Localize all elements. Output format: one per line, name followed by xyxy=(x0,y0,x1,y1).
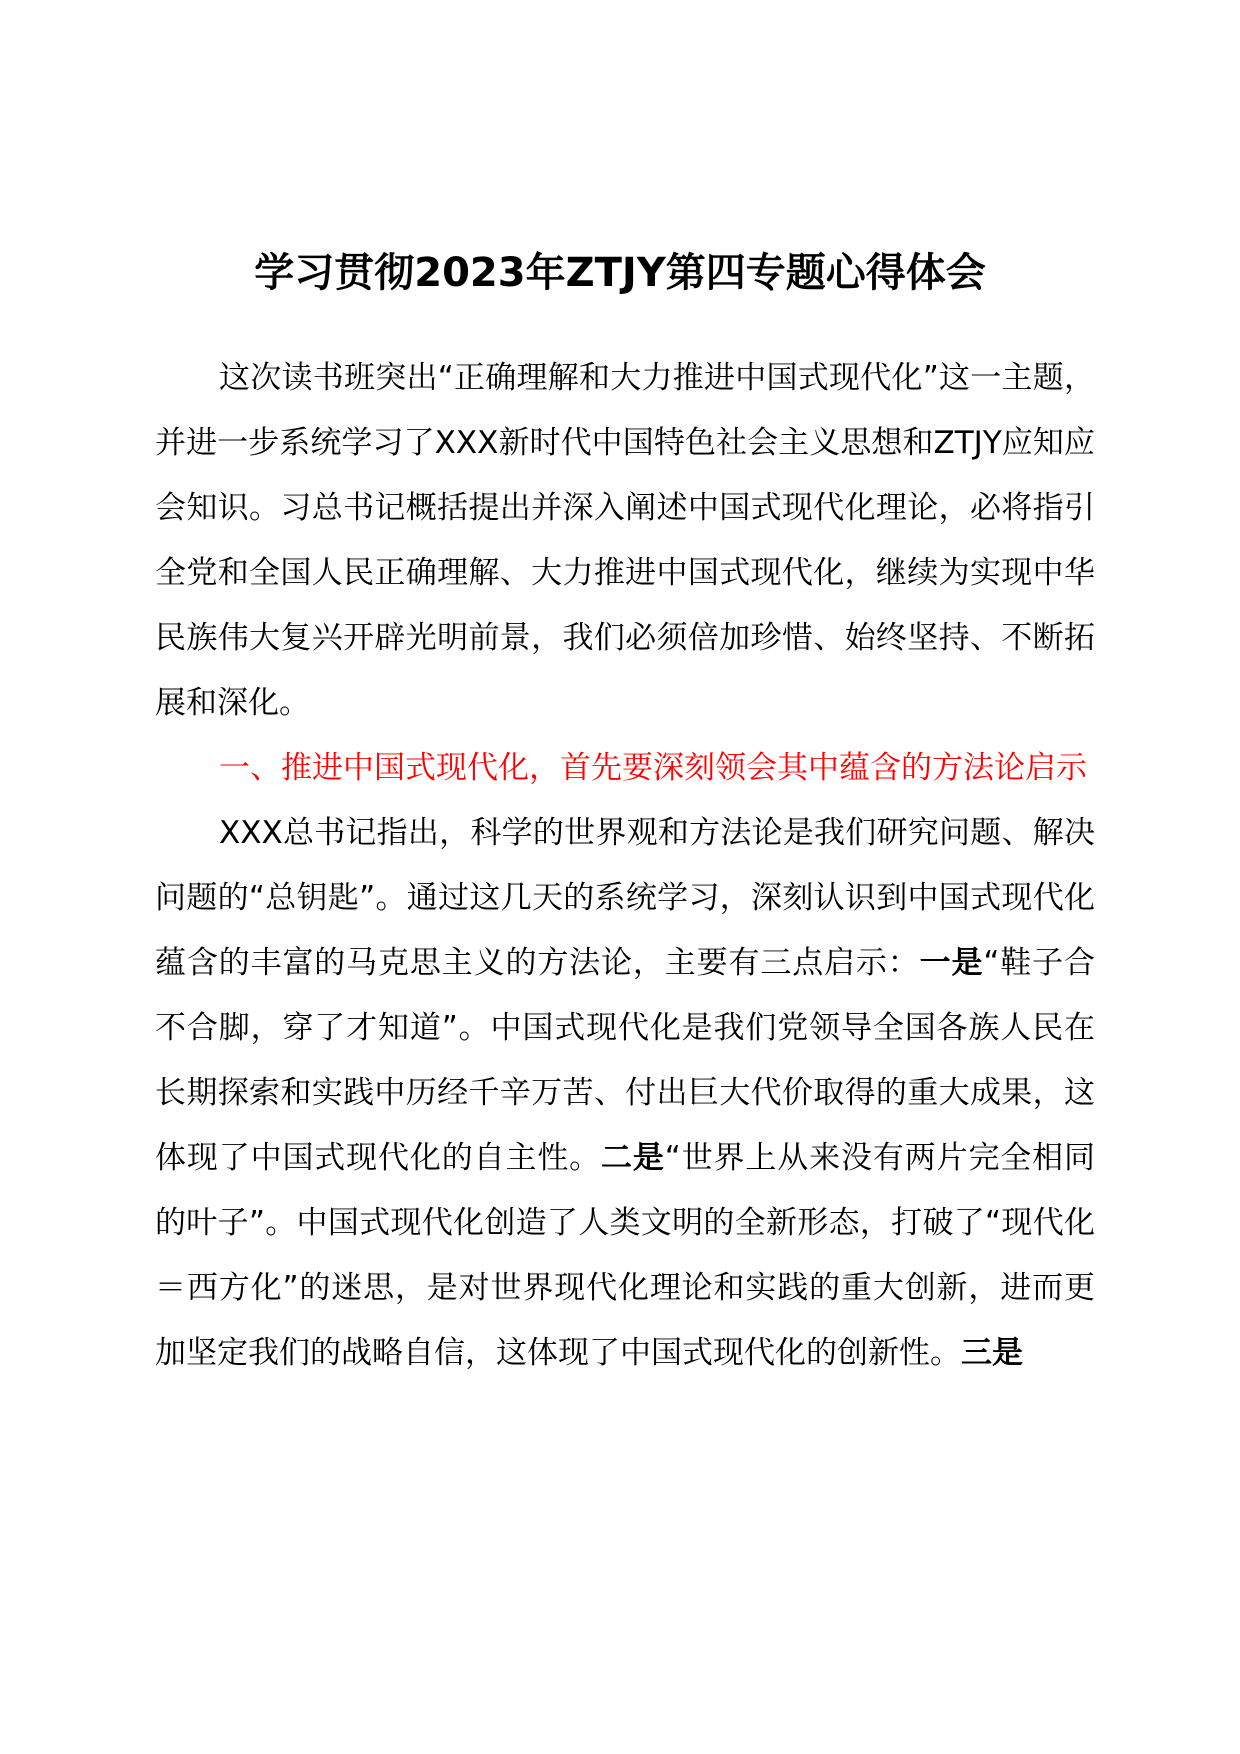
paragraph-methodology-intro: XXX总书记指出，科学的世界观和方法论是我们研究问题、解决问题的“总钥匙”。通过这几天的系统学习，深刻认识到中国式现代化蕴含的丰富的马克思主义的方法论，主要有三点启示： xyxy=(155,815,1095,981)
section-heading-1: 一、推进中国式现代化，首先要深刻领会其中蕴含的方法论启示 xyxy=(219,750,1087,786)
point-1-text: “鞋子合不合脚，穿了才知道”。中国式现代化是我们党领导全国各族人民在长期探索和实践中历经千辛万苦、付出巨大代价取得的重大成果，这体现了中国式现代化的自主性。 xyxy=(155,945,1096,1176)
point-2-label: 二是 xyxy=(601,1140,665,1176)
paragraph-methodology xyxy=(155,801,1095,1386)
point-2-text: “世界上从来没有两片完全相同的叶子”。中国式现代化创造了人类文明的全新形态，打破了“现代化＝西方化”的迷思，是对世界现代化理论和实践的重大创新，进而更加坚定我们的战略自信，这体现了中国式现代化的创新性。 xyxy=(155,1140,1096,1371)
document-title: 学习贯彻2023年ZTJY第四专题心得体会 xyxy=(254,250,986,296)
point-3-label: 三是 xyxy=(961,1335,1023,1371)
paragraph-intro: 这次读书班突出“正确理解和大力推进中国式现代化”这一主题，并进一步系统学习了XXX新时代中国特色社会主义思想和ZTJY应知应会知识。习总书记概括提出并深入阐述中国式现代化理论，必将指引全党和全国人民正确理解、大力推进中国式现代化，继续为实现中华民族伟大复兴开辟光明前景，我们必须倍加珍惜、始终坚持、不断拓展和深化。 xyxy=(155,360,1095,721)
point-1-label: 一是 xyxy=(919,945,984,981)
document-body xyxy=(155,346,1095,1386)
